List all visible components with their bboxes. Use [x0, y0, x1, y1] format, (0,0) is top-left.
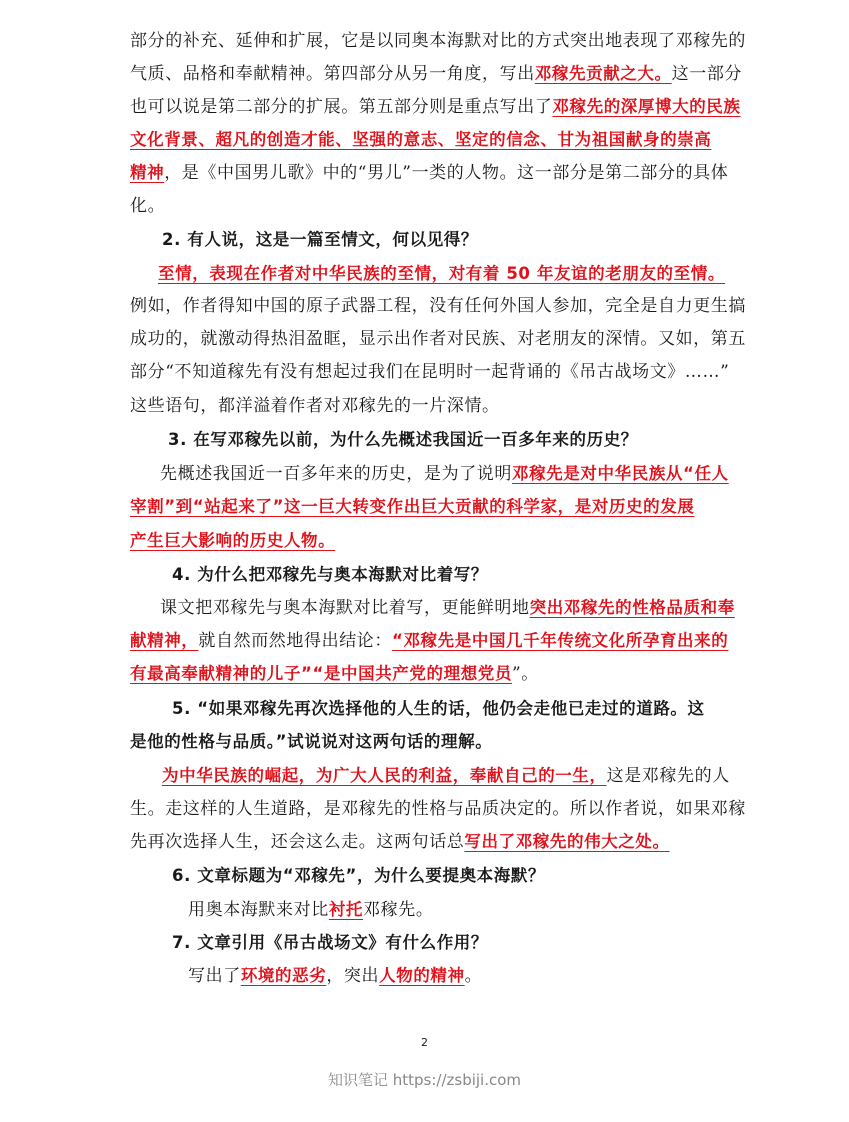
question-7: 7. 文章引用《吊古战场文》有什么作用？ — [172, 933, 488, 952]
body-text-line: 也可以说是第二部分的扩展。第五部分则是重点写出了邓稼先的深厚博大的民族 — [130, 97, 741, 117]
body-text-line: 写出了环境的恶劣，突出人物的精神。 — [188, 966, 483, 986]
answer-highlight: 有最高奉献精神的儿子”“是中国共产党的理想党员 — [130, 664, 512, 683]
body-text-line: 这些语句，都洋溢着作者对邓稼先的一片深情。 — [130, 396, 500, 416]
body-text-line: 为中华民族的崛起，为广大人民的利益，奉献自己的一生，这是邓稼先的人 — [162, 766, 730, 786]
question-6: 6. 文章标题为“邓稼先”，为什么要提奥本海默？ — [172, 866, 546, 885]
body-text-line: 部分的补充、延伸和扩展，它是以同奥本海默对比的方式突出地表现了邓稼先的 — [130, 31, 746, 51]
answer-highlight: 为中华民族的崛起，为广大人民的利益，奉献自己的一生， — [162, 766, 607, 785]
body-text-line: 献精神，就自然而然地得出结论：“邓稼先是中国几千年传统文化所孕育出来的 — [130, 631, 729, 651]
body-text-line: 先概述我国近一百多年来的历史，是为了说明邓稼先是对中华民族从“任人 — [160, 464, 729, 484]
footer-watermark: 知识笔记 https://zsbiji.com — [327, 1071, 522, 1089]
body-text-line: 有最高奉献精神的儿子”“是中国共产党的理想党员”。 — [130, 664, 539, 684]
body-text-line: 气质、品格和奉献精神。第四部分从另一角度，写出邓稼先贡献之大。这一部分 — [130, 64, 743, 84]
question-2: 2. 有人说，这是一篇至情文，何以见得？ — [162, 230, 478, 249]
answer-highlight: 文化背景、超凡的创造才能、坚强的意志、坚定的信念、甘为祖国献身的崇高 — [130, 130, 712, 149]
answer-highlight: 献精神， — [130, 631, 199, 650]
answer-highlight: 邓稼先的深厚博大的民族 — [552, 97, 741, 116]
page-number: 2 — [421, 1036, 428, 1049]
answer-highlight: 宰割”到“站起来了”这一巨大转变作出巨大贡献的科学家，是对历史的发展 — [130, 497, 695, 516]
body-text-line: 用奥本海默来对比衬托邓稼先。 — [188, 900, 434, 920]
answer-highlight: 精神 — [130, 163, 165, 182]
answer-highlight: “邓稼先是中国几千年传统文化所孕育出来的 — [392, 631, 729, 650]
body-text-line: 成功的，就激动得热泪盈眶，显示出作者对民族、对老朋友的深情。又如，第五 — [130, 329, 746, 349]
body-text-line: 例如，作者得知中国的原子武器工程，没有任何外国人参加，完全是自力更生搞 — [130, 296, 746, 316]
answer-highlight: 环境的恶劣 — [240, 966, 327, 985]
body-text-line: 生。走这样的人生道路，是邓稼先的性格与品质决定的。所以作者说，如果邓稼 — [130, 799, 746, 819]
answer-highlight: 写出了邓稼先的伟大之处。 — [464, 832, 670, 851]
body-text-line: 先再次选择人生，还会这么走。这两句话总写出了邓稼先的伟大之处。 — [130, 832, 670, 852]
body-text-line: 课文把邓稼先与奥本海默对比着写，更能鲜明地突出邓稼先的性格品质和奉 — [160, 598, 735, 618]
question-5: 5. “如果邓稼先再次选择他的人生的话，他仍会走他已走过的道路。这 — [172, 699, 705, 718]
body-text-line: 化。 — [130, 196, 166, 216]
answer-highlight: 邓稼先是对中华民族从“任人 — [512, 464, 729, 483]
body-text-line: 部分“不知道稼先有没有想起过我们在昆明时一起背诵的《吊古战场文》……” — [130, 362, 730, 382]
question-4: 4. 为什么把邓稼先与奥本海默对比着写？ — [172, 565, 488, 584]
question-5-cont: 是他的性格与品质。”试说说对这两句话的理解。 — [130, 732, 493, 751]
question-3: 3. 在写邓稼先以前，为什么先概述我国近一百多年来的历史？ — [168, 430, 638, 449]
body-text-line: 精神，是《中国男儿歌》中的“男儿”一类的人物。这一部分是第二部分的具体 — [130, 163, 729, 183]
answer-highlight: 人物的精神 — [379, 966, 465, 985]
answer-highlight: 至情，表现在作者对中华民族的至情，对有着 50 年友谊的老朋友的至情。 — [158, 264, 725, 283]
answer-highlight: 突出邓稼先的性格品质和奉 — [529, 598, 735, 617]
answer-highlight: 邓稼先贡献之大。 — [534, 64, 672, 83]
answer-highlight: 衬托 — [328, 900, 364, 919]
answer-highlight: 产生巨大影响的历史人物。 — [130, 531, 336, 550]
